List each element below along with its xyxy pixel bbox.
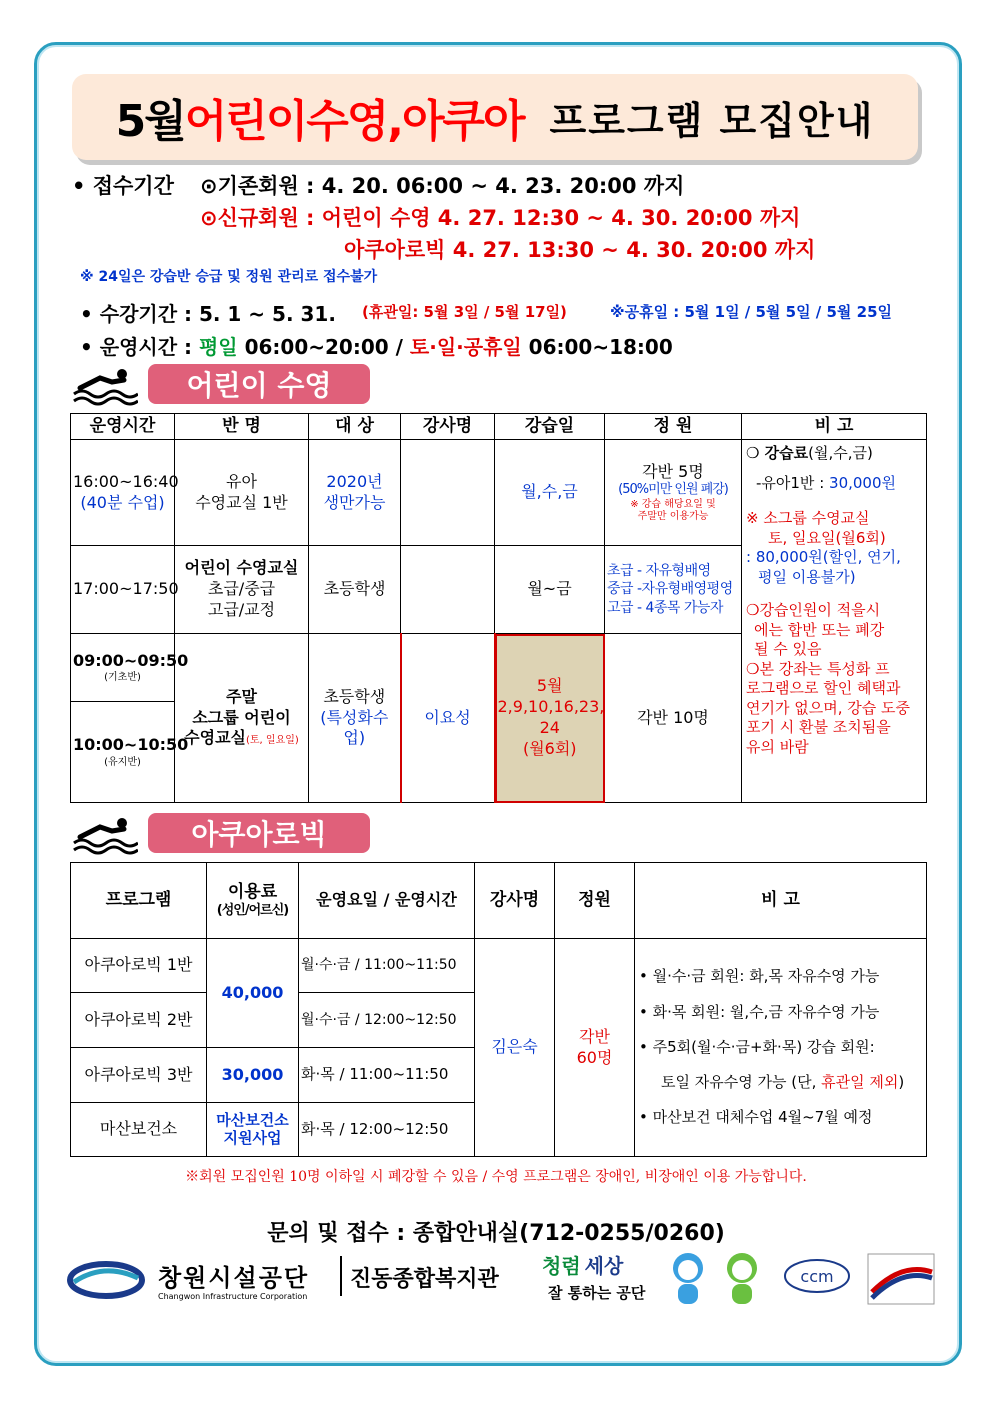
days-line: 24 — [539, 718, 560, 737]
certificate-emblem-icon — [866, 1252, 936, 1306]
aqua-fee-40000: 40,000 — [207, 939, 299, 1048]
days-line: 5월 — [536, 676, 563, 696]
class-line: 고급/교정 — [207, 599, 276, 619]
mascot-green-icon — [720, 1250, 764, 1308]
note-line: 평일 이용불가) — [758, 567, 856, 586]
note-line: 유의 바람 — [746, 737, 809, 756]
kids-header-days: 강습일 — [495, 414, 605, 440]
cap-line: ※ 강습 해당요일 및 — [630, 499, 716, 511]
time-sub: (유지반) — [104, 756, 141, 768]
hours-label: • 운영시간 : — [80, 335, 192, 359]
slogan-word: 세상 — [584, 1254, 624, 1278]
days-line: (월6회) — [522, 738, 577, 758]
aqua-capacity — [555, 939, 635, 1157]
note-line: • 마산보건 대체수업 4월~7월 예정 — [639, 1108, 873, 1127]
note-line: ) — [898, 1073, 905, 1092]
reg-aqua: 아쿠아로빅 4. 27. 13:30 ~ 4. 30. 20:00 까지 — [344, 238, 816, 262]
cap-line: 각반 5명 — [642, 461, 704, 481]
ccm-logo-icon — [782, 1258, 852, 1302]
note-line: • 주5회(월·수·금+화·목) 강습 회원: — [639, 1037, 875, 1056]
cap-line: (50%미만 인원 폐강) — [618, 482, 728, 498]
note-line: 토, 일요일(월6회) — [768, 528, 886, 547]
aqua-row4-time: 화·목 / 12:00~12:50 — [299, 1103, 475, 1157]
aqua-fee-support — [207, 1103, 299, 1157]
kids-header-note: 비 고 — [742, 414, 927, 440]
row2-class — [175, 546, 309, 634]
title-suffix: 프로그램 모집안내 — [549, 98, 875, 143]
kids-notes — [742, 440, 927, 803]
time-sub: (40분 수업) — [80, 492, 165, 512]
row3-time1 — [71, 634, 189, 702]
row1-class — [175, 440, 309, 546]
period-holidays: ※공휴일 : 5월 1일 / 5월 5일 / 5월 25일 — [610, 303, 893, 321]
note-line: 포기 시 환불 조치됨을 — [746, 718, 891, 736]
hours-weekend-time: 06:00~18:00 — [528, 335, 673, 359]
class-line: 주말 — [226, 686, 257, 706]
note-line: ❍ 강습료 — [746, 444, 809, 462]
aqua-notes — [635, 939, 927, 1157]
cap-line: 초급 - 자유형배영 — [607, 563, 711, 580]
note-line: • 월·수·금 회원: 화,목 자유수영 가능 — [639, 967, 880, 986]
table-row — [71, 440, 927, 546]
logo-strip — [66, 1250, 936, 1310]
days-line: 2,9,10,16,23, — [497, 697, 605, 717]
aqua-section-title: 아쿠아로빅 — [148, 813, 370, 853]
time-text: 16:00~16:40 — [73, 471, 179, 491]
row2-time: 17:00~17:50 — [71, 546, 175, 634]
reg-existing: ⊙기존회원 : 4. 20. 06:00 ~ 4. 23. 20:00 까지 — [200, 174, 685, 198]
row3-teacher: 이요성 — [401, 634, 495, 803]
mascot-blue-icon — [666, 1250, 710, 1308]
cap-line: 각반 — [579, 1026, 610, 1046]
aqua-header-program: 프로그램 — [71, 863, 207, 939]
fee-line: 지원사업 — [223, 1128, 282, 1147]
aqua-row2-time: 월·수·금 / 12:00~12:50 — [299, 993, 475, 1048]
swimmer-icon — [72, 366, 138, 406]
aqua-row3-time: 화·목 / 11:00~11:50 — [299, 1048, 475, 1103]
cap-line: 중급 -자유형배영평영 — [607, 581, 733, 598]
aqua-table — [70, 862, 927, 1157]
row3-target — [309, 634, 401, 803]
fee-sub: (성인/어르신) — [216, 903, 289, 919]
row2-days: 월~금 — [495, 546, 605, 634]
contact-info: 문의 및 접수 : 종합안내실(712-0255/0260) — [267, 1221, 725, 1246]
slogan-logo — [542, 1250, 623, 1279]
row1-time — [71, 440, 179, 546]
row2-teacher — [401, 546, 495, 634]
aqua-header-time: 운영요일 / 운영시간 — [299, 863, 475, 939]
target-line: 2020년 — [326, 471, 383, 491]
note-line: 로그램으로 할인 혜택과 — [746, 679, 901, 697]
note-line: ❍본 강좌는 특성화 프 — [746, 659, 890, 678]
row2-capacity — [605, 546, 742, 634]
title-program: 어린이수영,아쿠아 — [184, 96, 524, 147]
aqua-fee-30000: 30,000 — [207, 1048, 299, 1103]
slogan-text: 잘 통하는 공단 — [548, 1284, 646, 1302]
reg-note: ※ 24일은 강습반 승급 및 정원 관리로 접수불가 — [80, 269, 378, 285]
org-name: 창원시설공단 — [158, 1264, 310, 1292]
note-line: 연기가 없으며, 강습 도중 — [746, 698, 910, 717]
kids-header-time: 운영시간 — [71, 414, 175, 440]
class-line: 초급/중급 — [207, 579, 276, 599]
title-month: 5월 — [115, 96, 185, 147]
note-line: 될 수 있음 — [754, 640, 822, 658]
target-line: 초등학생 — [323, 686, 386, 706]
time-text: 09:00~09:50 — [73, 650, 189, 670]
note-line: 30,000원 — [829, 473, 897, 492]
note-line: : 80,000원(할인, 연기, — [746, 548, 901, 566]
note-line: 토일 자유수영 가능 (단, — [661, 1073, 817, 1092]
note-line: 에는 합반 또는 폐강 — [754, 620, 885, 639]
aqua-header-fee — [207, 863, 299, 939]
aqua-row2-name: 아쿠아로빅 2반 — [71, 993, 207, 1048]
hours-weekday-time: 06:00~20:00 / — [244, 335, 403, 359]
kids-header-target: 대 상 — [309, 414, 401, 440]
cap-line: 주말만 이용가능 — [637, 511, 709, 523]
aqua-row1-name: 아쿠아로빅 1반 — [71, 939, 207, 993]
row3-time2 — [71, 702, 189, 803]
kids-table — [70, 413, 927, 803]
class-sub: (토, 일요일) — [246, 735, 299, 747]
target-line: (특성화수업) — [320, 707, 389, 748]
aqua-row1-time: 월·수·금 / 11:00~11:50 — [299, 939, 475, 993]
kids-header-class: 반 명 — [175, 414, 309, 440]
welfare-name: 진동종합복지관 — [350, 1267, 499, 1292]
reg-label: • 접수기간 — [72, 174, 174, 198]
hours-weekday: 평일 — [198, 335, 238, 359]
row3-capacity: 각반 10명 — [605, 634, 742, 803]
org-name-en: Changwon Infrastructure Corporation — [158, 1292, 308, 1301]
class-line: 수영교실 1반 — [195, 492, 288, 512]
note-line: -유아1반 : — [756, 473, 825, 492]
row3-class — [175, 634, 309, 803]
row1-capacity — [605, 440, 742, 546]
time-sub: (기초반) — [104, 672, 141, 684]
row2-target: 초등학생 — [309, 546, 401, 634]
row1-target — [309, 440, 401, 546]
kids-header-capacity: 정 원 — [605, 414, 742, 440]
fee-label: 이용료 — [227, 882, 278, 902]
cap-line: 고급 - 4종목 가능자 — [607, 599, 723, 616]
time-text: 10:00~10:50 — [73, 735, 189, 755]
slogan-word: 청렴 — [542, 1254, 581, 1278]
title-box — [72, 74, 918, 160]
hours-row — [80, 331, 673, 360]
aqua-header-capacity: 정원 — [555, 863, 635, 939]
row1-teacher — [401, 440, 495, 546]
class-line: 소그룹 어린이 — [192, 707, 291, 727]
class-line: 유아 — [226, 471, 257, 491]
aqua-header-note: 비 고 — [635, 863, 927, 939]
target-line: 생만가능 — [323, 492, 386, 512]
cap-line: 60명 — [576, 1047, 613, 1067]
row3-days — [495, 634, 605, 803]
kids-header-teacher: 강사명 — [401, 414, 495, 440]
note-line: (월,수,금) — [808, 444, 873, 462]
aqua-row3-name: 아쿠아로빅 3반 — [71, 1048, 207, 1103]
ccm-text: ccm — [800, 1267, 834, 1286]
row1-days: 월,수,금 — [495, 440, 605, 546]
note-line: ※ 소그룹 수영교실 — [746, 509, 870, 527]
note-line: 휴관일 제외 — [821, 1073, 899, 1092]
note-line: ❍강습인원이 적을시 — [746, 601, 881, 619]
table-row — [71, 939, 927, 993]
aqua-teacher: 김은숙 — [475, 939, 555, 1157]
aqua-row4-name: 마산보건소 — [71, 1103, 207, 1157]
note-line: • 화·목 회원: 월,수,금 자유수영 가능 — [639, 1002, 880, 1021]
gyeongnam-emblem-icon — [66, 1258, 146, 1304]
period-label: • 수강기간 : 5. 1 ~ 5. 31. — [80, 302, 336, 326]
period-closed: (휴관일: 5월 3일 / 5월 17일) — [362, 303, 567, 321]
class-line: 어린이 수영교실 — [184, 558, 299, 578]
reg-new: ⊙신규회원 : 어린이 수영 4. 27. 12:30 ~ 4. 30. 20:00 까지 — [200, 206, 801, 230]
kids-section-title: 어린이 수영 — [148, 364, 370, 404]
class-line: 수영교실 — [184, 728, 246, 748]
footer-note: ※회원 모집인원 10명 이하일 시 폐강할 수 있음 / 수영 프로그램은 장애인, 비장애인 이용 가능합니다. — [185, 1169, 807, 1185]
fee-line: 마산보건소 — [216, 1111, 289, 1130]
swimmer-icon — [72, 815, 138, 855]
page-title — [72, 74, 918, 160]
divider — [340, 1256, 342, 1296]
hours-weekend: 토·일·공휴일 — [409, 335, 522, 359]
aqua-header-teacher: 강사명 — [475, 863, 555, 939]
